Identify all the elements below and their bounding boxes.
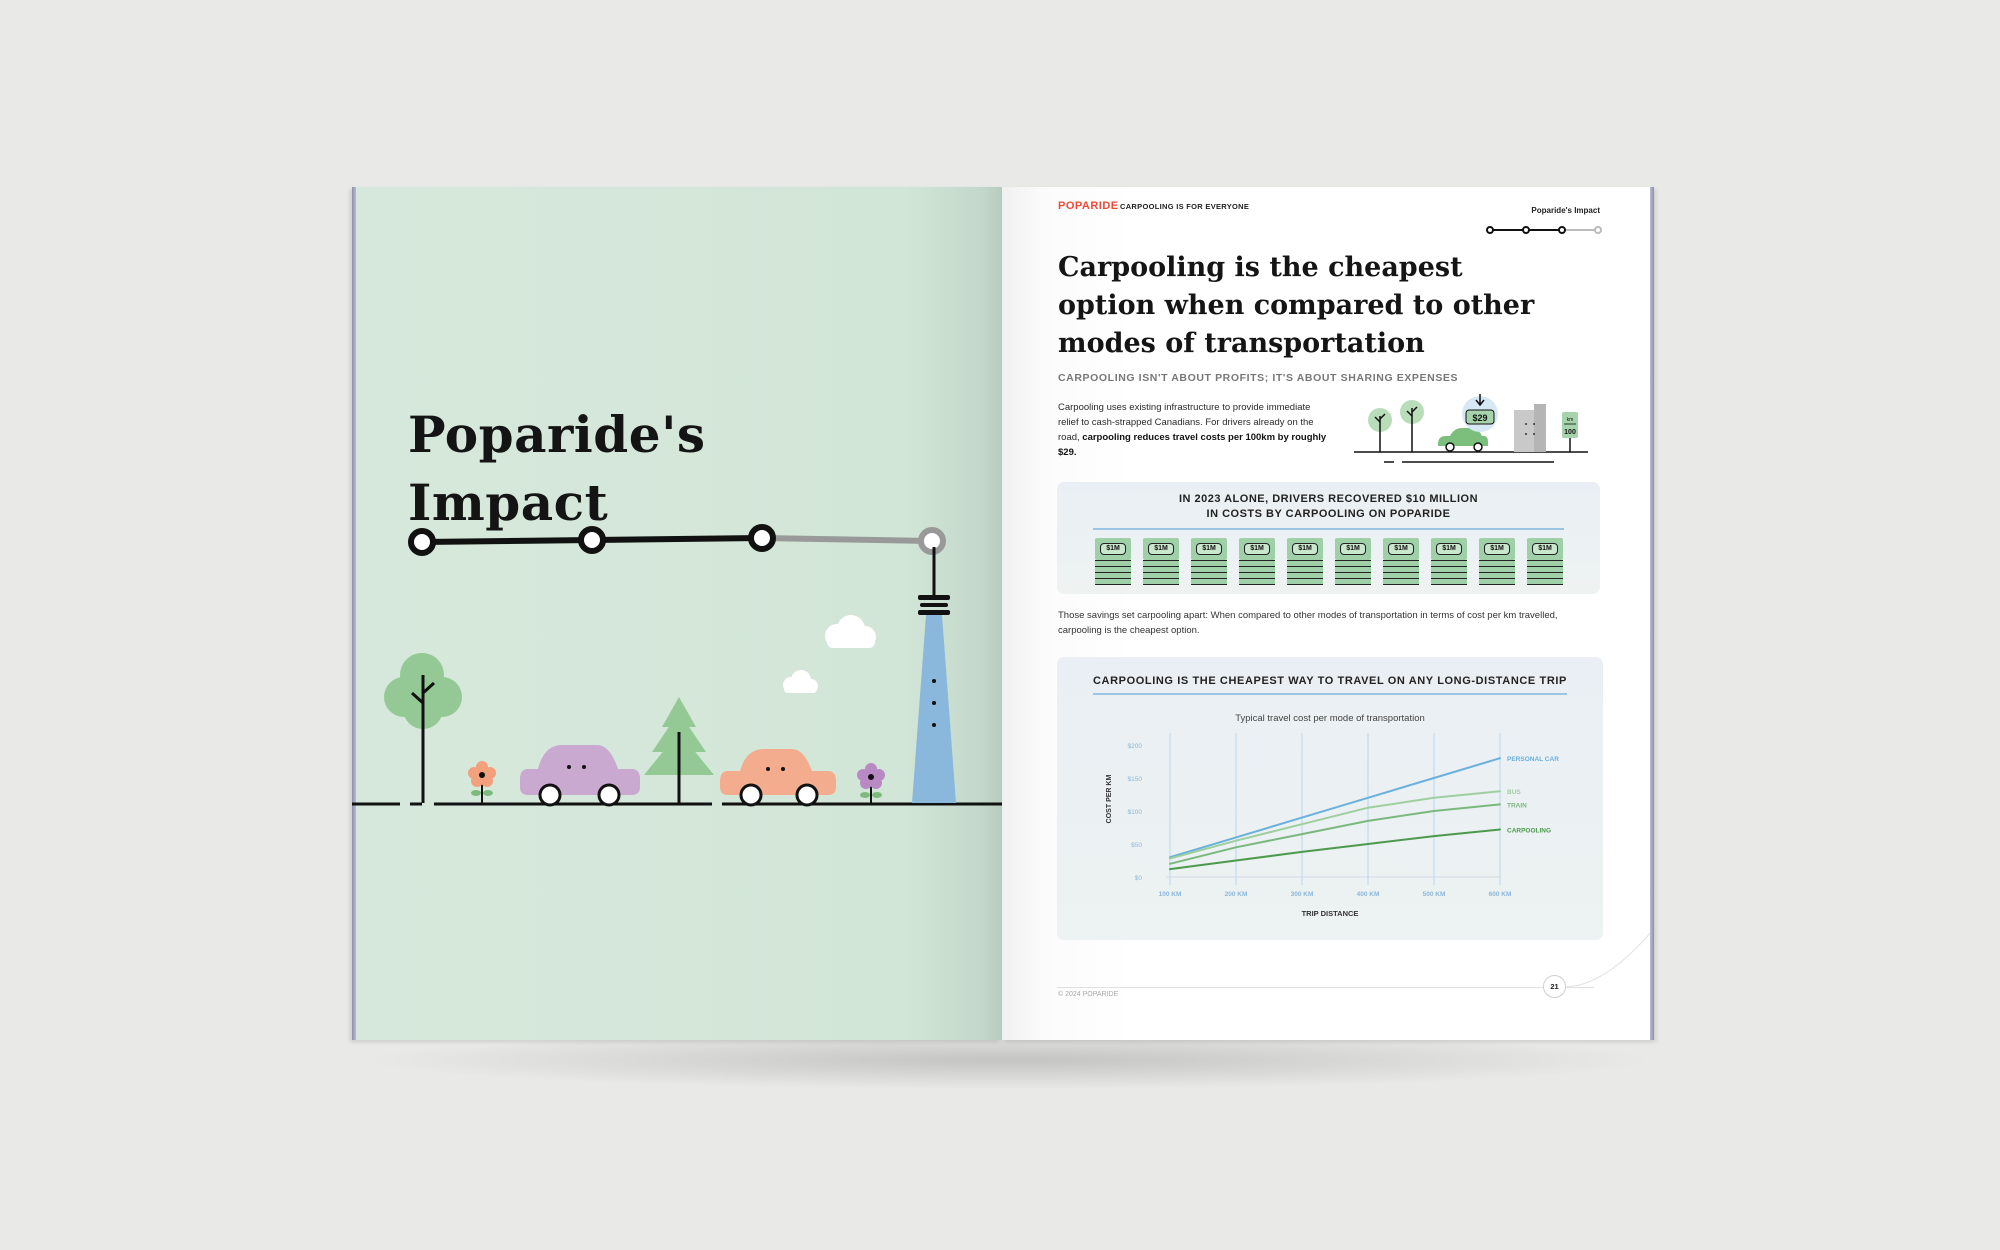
savings-title: IN 2023 ALONE, DRIVERS RECOVERED $10 MILLION IN COSTS BY CARPOOLING ON POPARIDE <box>1178 493 1479 520</box>
sign-unit: km <box>1566 417 1574 423</box>
x-tick-label: 100 KM <box>1158 891 1182 898</box>
cn-tower-icon <box>912 547 956 803</box>
purple-car-icon <box>520 745 640 805</box>
series-label: CARPOOLING <box>1507 827 1552 835</box>
money-stack-label: $1M <box>1148 543 1174 555</box>
x-tick-label: 500 KM <box>1422 891 1446 898</box>
money-stack-label: $1M <box>1292 543 1318 555</box>
price-tag-text: $29 <box>1472 413 1488 423</box>
headline: Carpooling is the cheapest option when compared to other modes of transportation <box>1058 252 1535 359</box>
left-page <box>352 187 1002 1040</box>
section-label: Poparide's Impact <box>1531 206 1600 215</box>
progress-step-3 <box>751 527 773 549</box>
money-stack-icon <box>1095 538 1131 585</box>
flower-icon <box>468 761 496 803</box>
divider <box>1093 528 1564 530</box>
money-stacks <box>1095 538 1563 585</box>
page-curl <box>1564 929 1654 989</box>
intro-highlight: carpooling reduces travel costs per 100km by roughly $29. <box>1058 432 1327 458</box>
money-stack-label: $1M <box>1532 543 1558 555</box>
sign-value: 100 <box>1564 429 1576 436</box>
y-tick-label: $0 <box>1134 875 1142 882</box>
money-stack-icon <box>1287 538 1323 585</box>
money-stack-label: $1M <box>1484 543 1510 555</box>
savings-paragraph: Those savings set carpooling apart: When compared to other modes of transportation in terms of cost per km travelled, carpooling is the cheapest option. <box>1058 610 1558 636</box>
flower-icon <box>857 763 885 803</box>
money-stack-icon <box>1239 538 1275 585</box>
distance-sign-icon <box>1562 412 1578 452</box>
x-tick-label: 200 KM <box>1224 891 1248 898</box>
building-icon <box>1514 404 1546 452</box>
savings-panel <box>1057 482 1600 594</box>
round-tree-icon <box>384 653 462 803</box>
y-axis-label: COST PER KM <box>1106 774 1113 824</box>
series-line-carpooling <box>1170 830 1500 870</box>
money-stack-icon <box>1143 538 1179 585</box>
right-page <box>1002 187 1654 1040</box>
money-stack-icon <box>1335 538 1371 585</box>
x-tick-label: 600 KM <box>1488 891 1512 898</box>
money-stack-label: $1M <box>1196 543 1222 555</box>
page-title: Poparide's Impact <box>408 405 706 532</box>
x-axis-label: TRIP DISTANCE <box>1301 909 1359 918</box>
footer-divider <box>1057 987 1594 988</box>
money-stack-icon <box>1383 538 1419 585</box>
money-stack-icon <box>1431 538 1467 585</box>
cloud-icon <box>815 612 885 652</box>
street-illustration <box>352 547 1002 867</box>
page-number: 21 <box>1543 975 1566 998</box>
chart-title: CARPOOLING IS THE CHEAPEST WAY TO TRAVEL ON ANY LONG-DISTANCE TRIP <box>1093 675 1567 687</box>
orange-car-icon <box>720 749 836 805</box>
savings-illustration <box>1350 392 1600 472</box>
money-stack-label: $1M <box>1100 543 1126 555</box>
chart-panel <box>1057 657 1603 940</box>
brand-logo: POPARIDE <box>1058 200 1119 212</box>
series-label: BUS <box>1507 789 1521 797</box>
y-tick-label: $50 <box>1131 842 1142 849</box>
tree-icon <box>1368 408 1392 452</box>
pine-tree-icon <box>644 697 714 803</box>
intro-paragraph: Carpooling uses existing infrastructure to provide immediate relief to cash-strapped Canadians. For drivers already on the road, carpooling reduces travel costs per 100km by roughly $29. <box>1058 402 1327 458</box>
money-stack-icon <box>1191 538 1227 585</box>
money-stack-label: $1M <box>1340 543 1366 555</box>
mini-progress-track <box>1486 223 1606 237</box>
money-stack-label: $1M <box>1244 543 1270 555</box>
footer-copyright: © 2024 POPARIDE <box>1058 991 1119 998</box>
series-label: TRAIN <box>1507 802 1527 810</box>
y-tick-label: $150 <box>1127 776 1142 783</box>
line-chart <box>1057 657 1603 940</box>
series-line-personal-car <box>1170 758 1500 857</box>
subheadline: CARPOOLING ISN'T ABOUT PROFITS; IT'S ABOUT SHARING EXPENSES <box>1058 372 1459 384</box>
series-label: PERSONAL CAR <box>1507 756 1559 764</box>
header-tagline: CARPOOLING IS FOR EVERYONE <box>1120 202 1250 211</box>
x-tick-label: 300 KM <box>1290 891 1314 898</box>
y-tick-label: $100 <box>1127 809 1142 816</box>
tree-icon <box>1400 400 1424 452</box>
money-stack-label: $1M <box>1436 543 1462 555</box>
price-tag <box>1462 394 1498 432</box>
money-stack-icon <box>1479 538 1515 585</box>
cloud-icon <box>776 667 826 697</box>
chart-subtitle: Typical travel cost per mode of transportation <box>1235 713 1425 724</box>
y-tick-label: $200 <box>1127 743 1142 750</box>
x-tick-label: 400 KM <box>1356 891 1380 898</box>
money-stack-icon <box>1527 538 1563 585</box>
money-stack-label: $1M <box>1388 543 1414 555</box>
